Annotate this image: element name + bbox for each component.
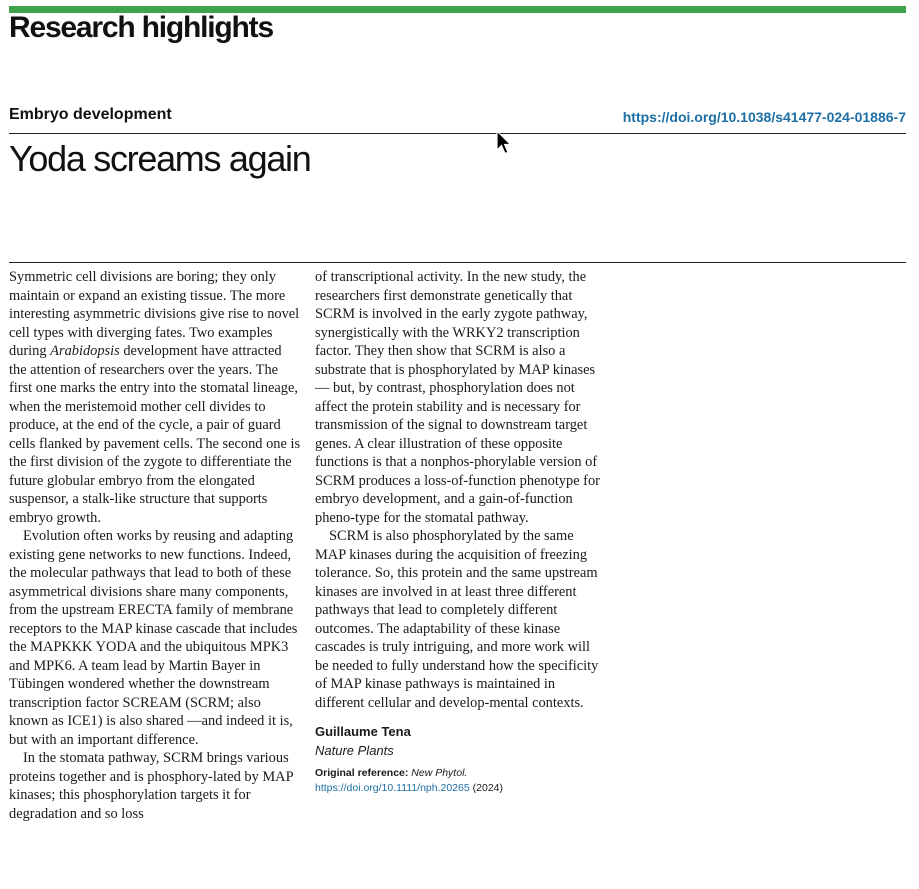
article-column-2 xyxy=(315,268,607,796)
original-reference xyxy=(315,766,607,796)
article-kicker: Embryo development xyxy=(9,106,172,123)
section-title: Research highlights xyxy=(9,11,273,44)
divider xyxy=(9,262,906,263)
paragraph: Symmetric cell divisions are boring; they only maintain or expand an existing tissue. The more interesting asymmetric divisions give rise to novel cell types with diverging fates. Two examples during Arabidopsis development have attracted the attention of researchers over the years. The first one marks the entry into the stomatal lineage, when the meristemoid mother cell divides to produce, at the end of the cycle, a pair of guard cells flanked by pavement cells. The second one is the first division of the zygote to differentiate the future globular embryo from the elongated suspensor, a stalk-like structure that supports embryo growth. xyxy=(9,269,301,526)
article-headline: Yoda screams again xyxy=(9,138,311,179)
divider xyxy=(9,133,906,134)
reference-label: Original reference: xyxy=(315,767,409,779)
doi-link[interactable]: https://doi.org/10.1038/s41477-024-01886-7 xyxy=(622,109,906,125)
journal-name: Nature Plants xyxy=(315,743,394,758)
paragraph: of transcriptional activity. In the new study, the researchers first demonstrate genetically that SCRM is involved in the early zygote pathway, synergistically with the WRKY2 transcription factor. They then show that SCRM is also a substrate that is phosphorylated by MAP kinases — but, by contrast, phosphorylation does not affect the protein stability and is necessary for transmission of the signal to downstream target genes. A clear illustration of these opposite functions is that a nonphos-phorylable version of SCRM produces a loss-of-function phenotype for embryo development, and a gain-of-function pheno-type for the stomatal pathway. xyxy=(315,269,600,526)
reference-link[interactable]: https://doi.org/10.1111/nph.20265 xyxy=(315,782,470,794)
species-name: Arabidopsis xyxy=(50,343,120,359)
reference-journal: New Phytol. xyxy=(411,767,468,779)
paragraph: In the stomata pathway, SCRM brings various proteins together and is phosphory-lated by MAP kinases; this phosphorylation targets it for degradation and so loss xyxy=(9,750,294,822)
paragraph: Evolution often works by reusing and adapting existing gene networks to new functions. Indeed, the molecular pathways that lead to both of these asymmetrical divisions share many components, from the upstream ERECTA family of membrane receptors to the MAP kinase cascade that includes the MAPKKK YODA and the ubiquitous MPK3 and MPK6. A team lead by Martin Bayer in Tübingen wondered whether the downstream transcription factor SCREAM (SCRM; also known as ICE1) is also shared —and indeed it is, but with an important difference. xyxy=(9,528,298,748)
paragraph: SCRM is also phosphorylated by the same MAP kinases during the acquisition of freezing tolerance. So, this protein and the same upstream kinases are involved in at least three different pathways that lead to completely different outcomes. The adaptability of these kinase cascades is truly intriguing, and more work will be needed to fully understand how the specificity of MAP kinase pathways is maintained in different cellular and develop-mental contexts. xyxy=(315,528,599,711)
author-name: Guillaume Tena xyxy=(315,724,411,739)
reference-year: (2024) xyxy=(472,782,503,794)
article-column-1 xyxy=(9,268,301,823)
mouse-cursor-icon xyxy=(496,130,514,156)
